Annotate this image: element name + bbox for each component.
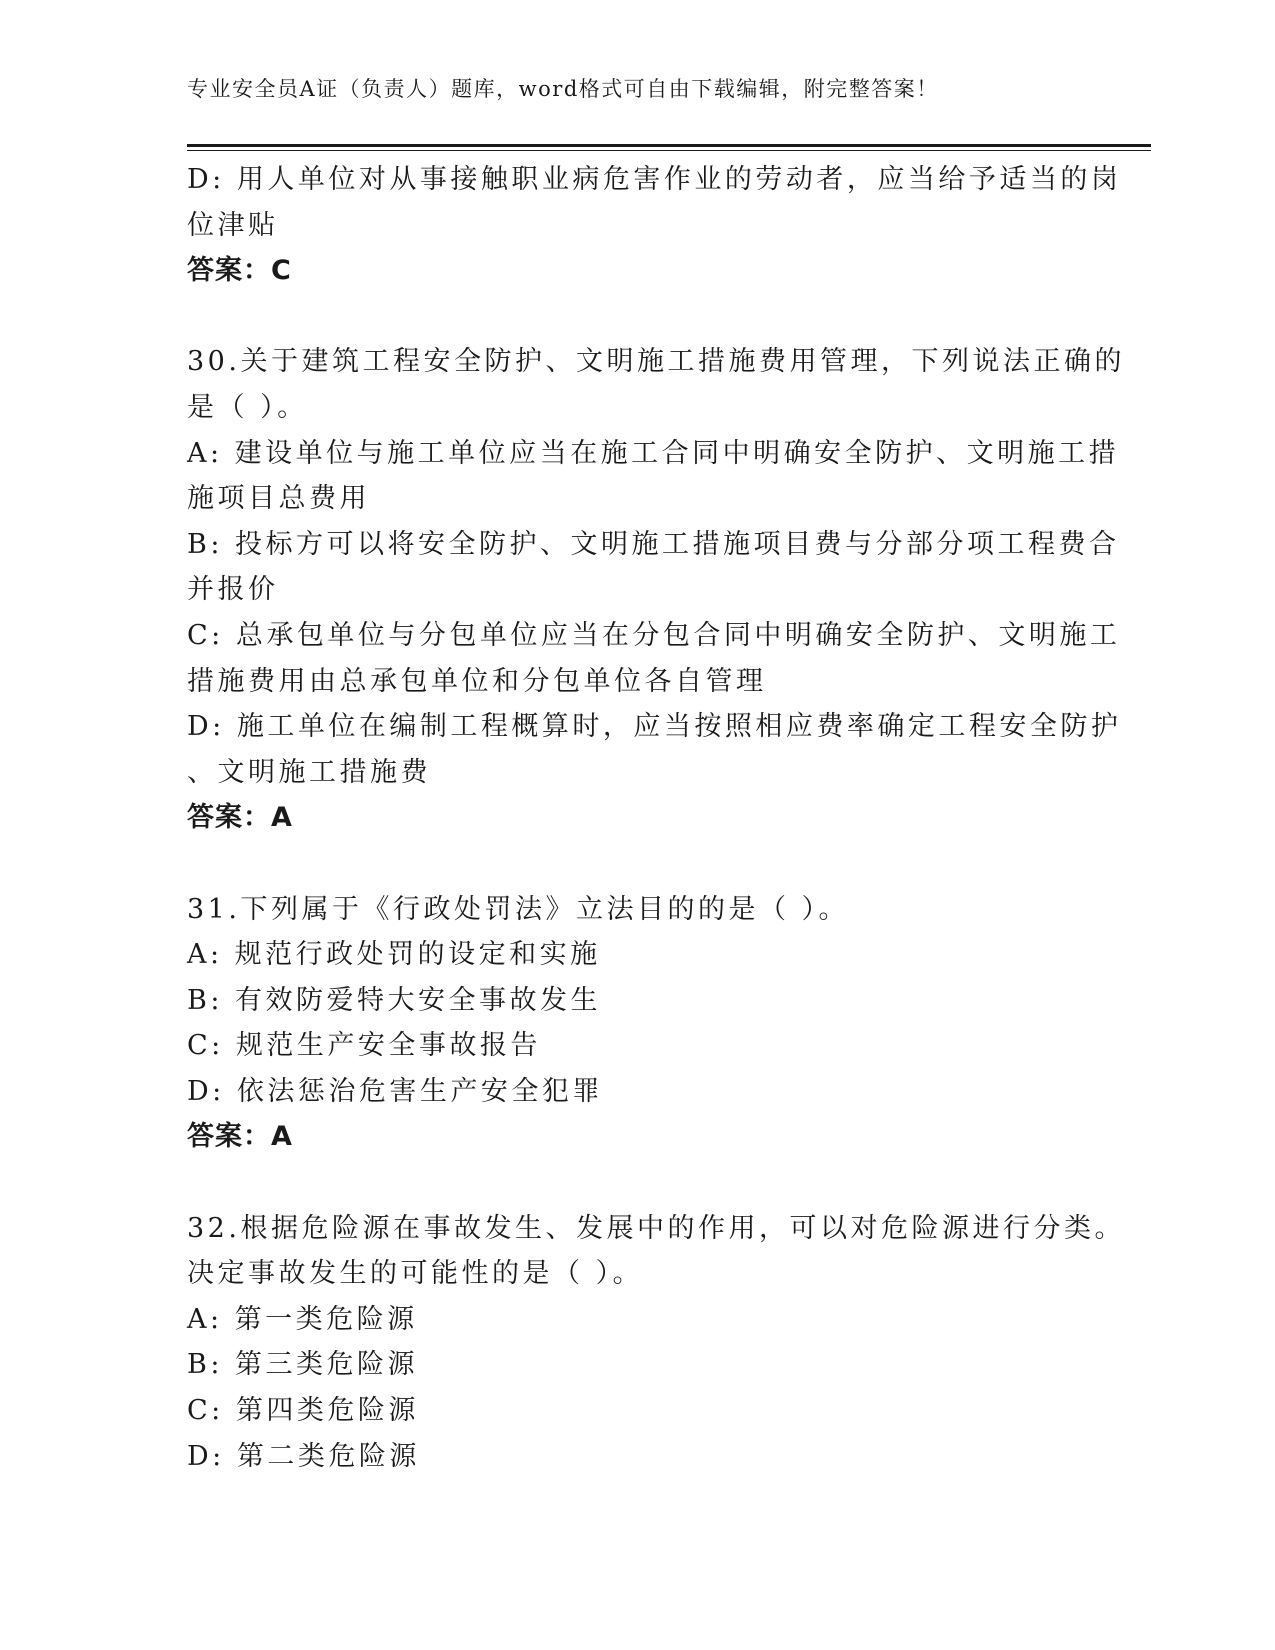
answer-line: 答案：A	[187, 802, 293, 834]
option-c: C: 第四类危险源	[187, 1395, 419, 1427]
question-block	[187, 1206, 1125, 1480]
question-list	[187, 157, 1125, 1479]
question-stem: 决定事故发生的可能性的是（ ）。	[187, 1258, 644, 1290]
option-d: D: 第二类危险源	[187, 1440, 420, 1472]
spacer	[187, 294, 1087, 340]
option-a: A: 第一类危险源	[187, 1303, 418, 1335]
option-a: A: 建设单位与施工单位应当在施工合同中明确安全防护、文明施工措	[187, 437, 1120, 469]
option-c: C: 总承包单位与分包单位应当在分包合同中明确安全防护、文明施工	[187, 619, 1121, 651]
question-block	[187, 339, 1125, 841]
answer-line: 答案：C	[187, 255, 292, 287]
question-block	[187, 887, 1087, 1161]
question-line: D: 用人单位对从事接触职业病危害作业的劳动者，应当给予适当的岗	[187, 164, 1122, 195]
question-stem: 31.下列属于《行政处罚法》立法目的的是（ ）。	[187, 893, 850, 925]
spacer	[187, 841, 1087, 887]
question-stem: 30.关于建筑工程安全防护、文明施工措施费用管理，下列说法正确的	[187, 346, 1125, 378]
option-b: 并报价	[187, 574, 279, 606]
header-rule-thin	[187, 150, 1151, 151]
option-d: 、文明施工措施费	[187, 756, 431, 788]
header-rule-thick	[187, 144, 1151, 147]
option-a: A: 规范行政处罚的设定和实施	[187, 939, 601, 971]
option-c: 措施费用由总承包单位和分包单位各自管理	[187, 665, 767, 697]
question-stem: 32.根据危险源在事故发生、发展中的作用，可以对危险源进行分类。	[187, 1212, 1125, 1244]
question-line: 位津贴	[187, 209, 279, 241]
answer-line: 答案：A	[187, 1121, 293, 1153]
question-stem: 是（ ）。	[187, 391, 308, 423]
question-block	[187, 157, 1122, 294]
option-d: D: 施工单位在编制工程概算时，应当按照相应费率确定工程安全防护	[187, 711, 1122, 743]
page-header: 专业安全员A证（负责人）题库，word格式可自由下载编辑，附完整答案！	[187, 77, 939, 101]
option-b: B: 有效防爱特大安全事故发生	[187, 984, 602, 1016]
option-d: D: 依法惩治危害生产安全犯罪	[187, 1075, 603, 1107]
option-a: 施项目总费用	[187, 483, 370, 515]
option-c: C: 规范生产安全事故报告	[187, 1030, 541, 1062]
option-b: B: 投标方可以将安全防护、文明施工措施项目费与分部分项工程费合	[187, 528, 1120, 560]
spacer	[187, 1160, 1087, 1206]
option-b: B: 第三类危险源	[187, 1349, 419, 1381]
